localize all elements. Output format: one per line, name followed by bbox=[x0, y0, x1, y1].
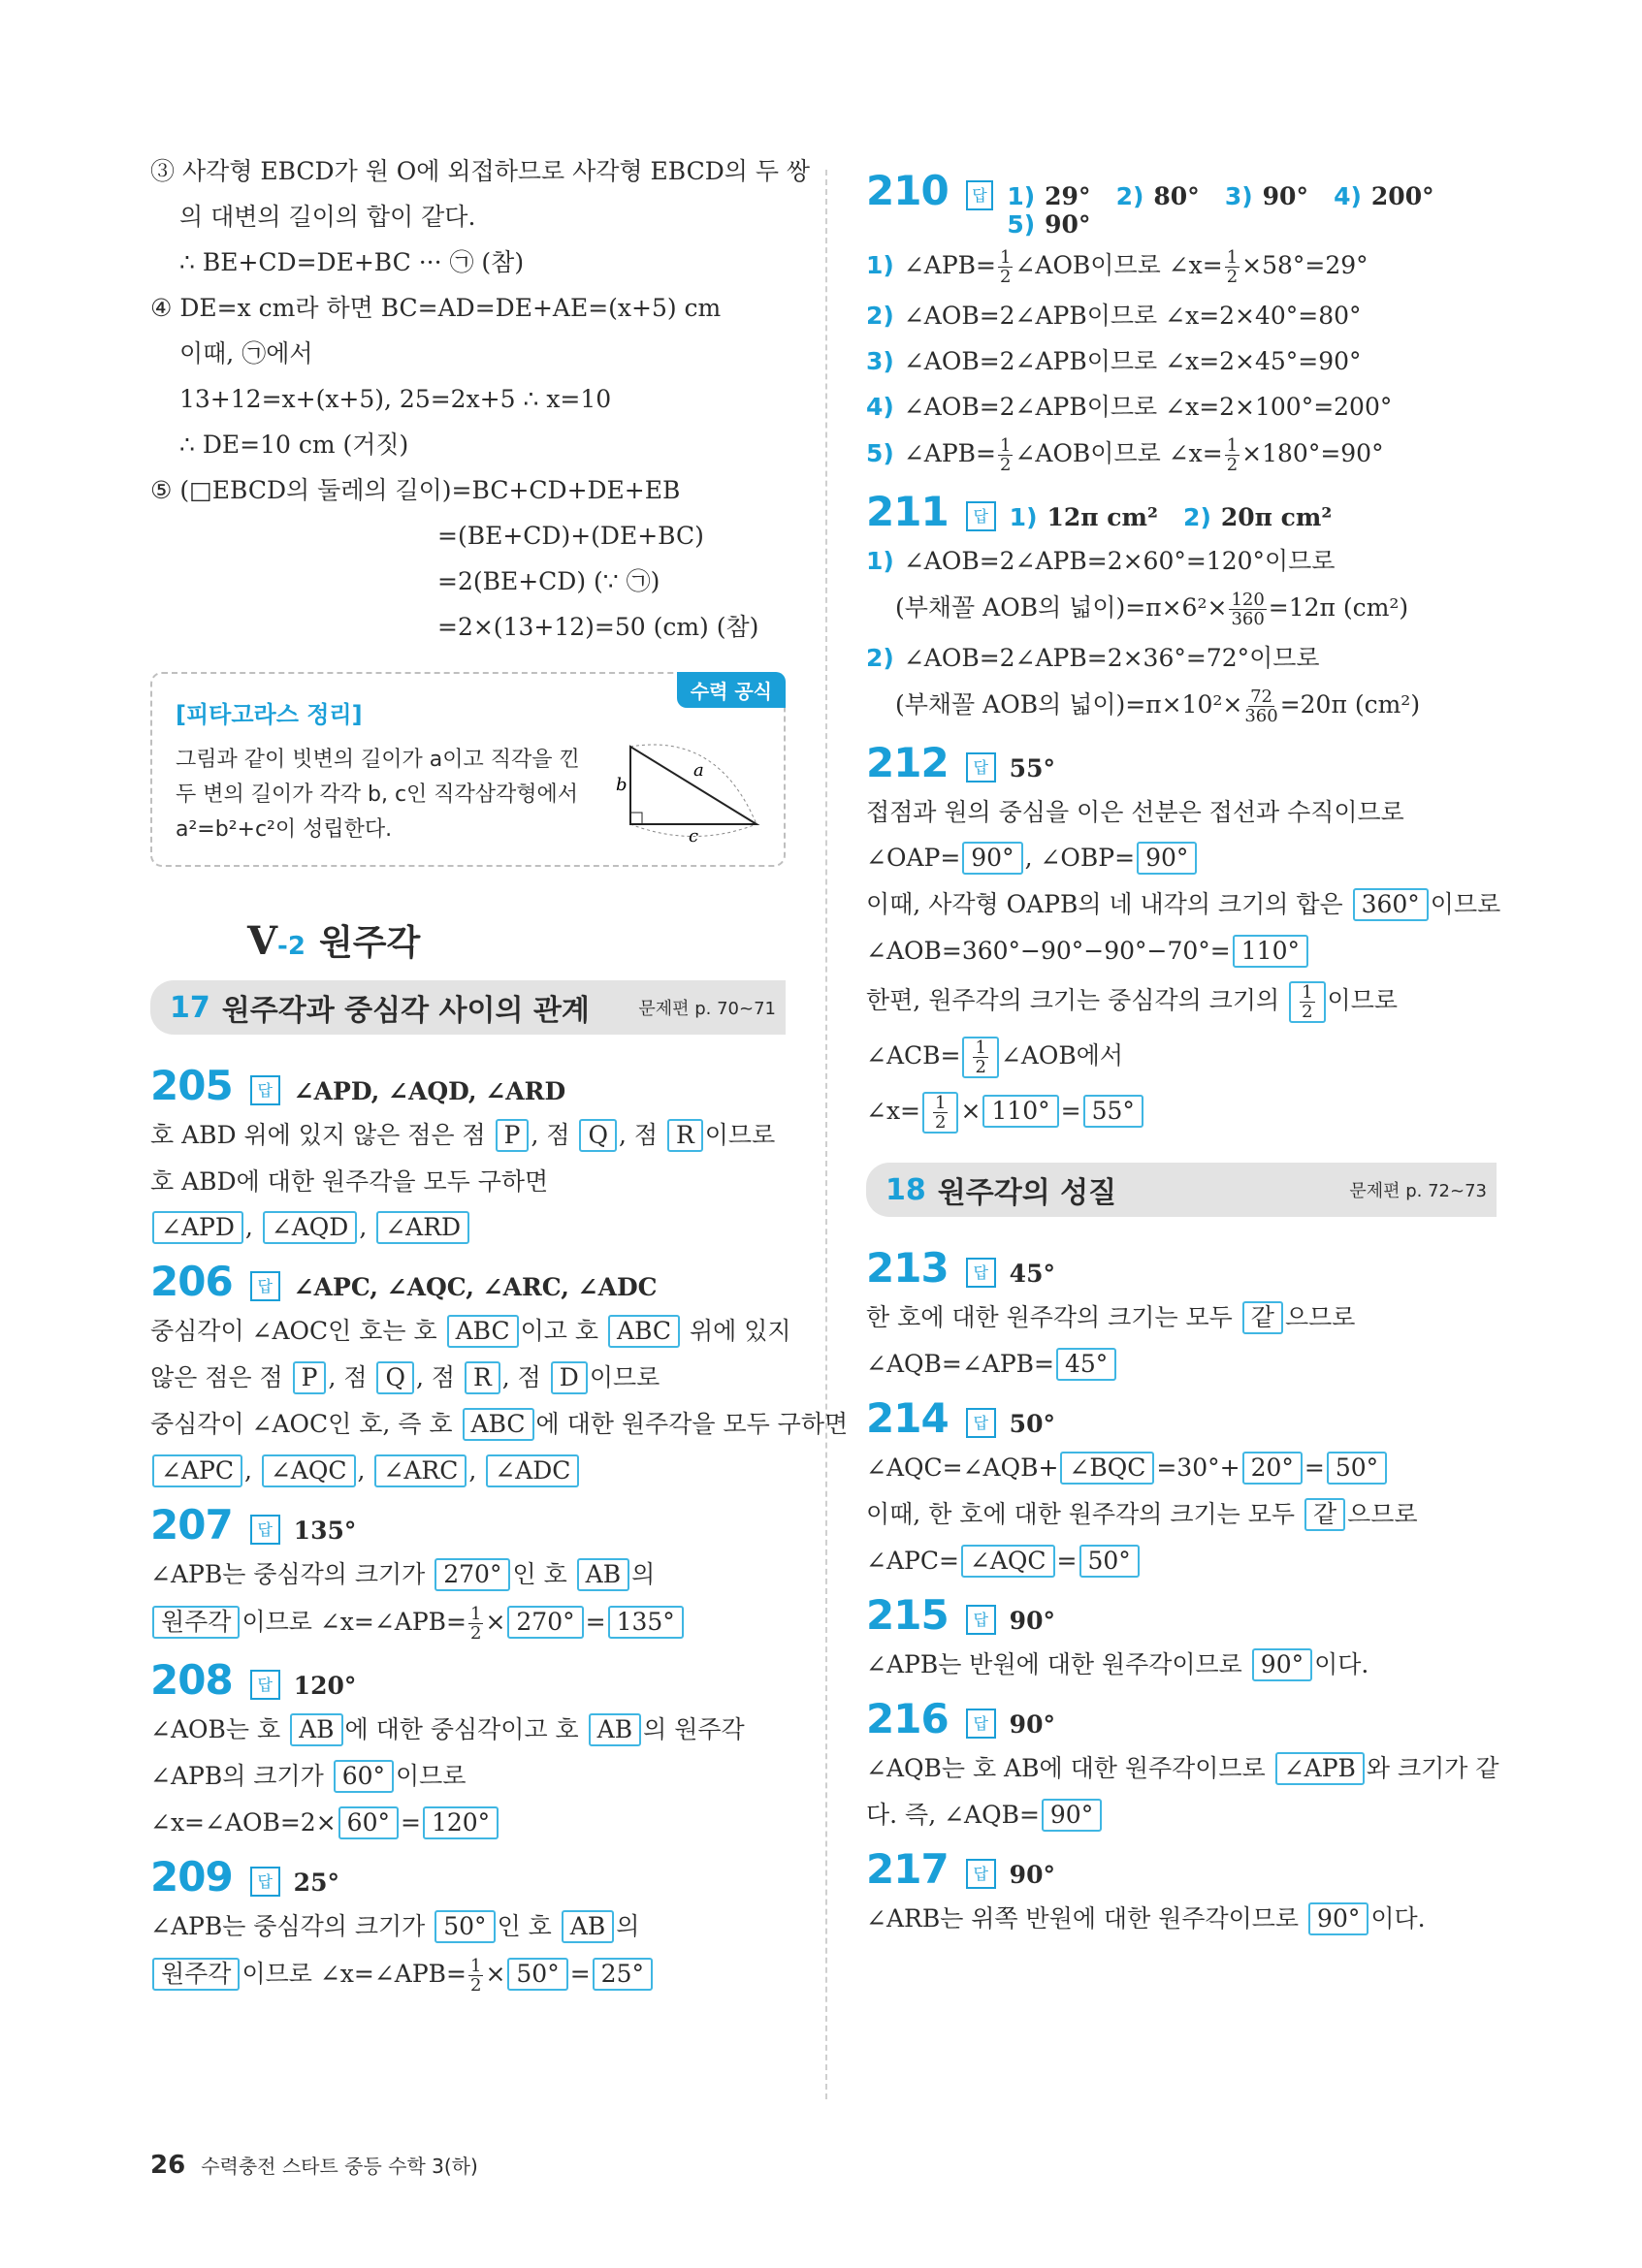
solution-line: 호 ABD 위에 있지 않은 점은 점 P , 점 Q , 점 R 이므로 bbox=[150, 1119, 786, 1152]
solution-line: 이때, 사각형 OAPB의 네 내각의 크기의 합은 360° 이므로 bbox=[866, 888, 1497, 921]
answer-tag: 답 bbox=[966, 1408, 996, 1438]
solution-line: ∠ARB는 위쪽 반원에 대한 원주각이므로 90° 이다. bbox=[866, 1902, 1497, 1935]
answer: 120° bbox=[293, 1672, 357, 1700]
left-column bbox=[150, 155, 849, 2008]
chapter-roman: V bbox=[247, 918, 278, 964]
formula-box bbox=[150, 672, 786, 867]
answer: 90° bbox=[1009, 1607, 1055, 1635]
text-line: =2(BE+CD) (∵ ㉠) bbox=[437, 567, 660, 595]
solution-line: 한 호에 대한 원주각의 크기는 모두 같 으므로 bbox=[866, 1301, 1497, 1334]
answer: 135° bbox=[293, 1517, 357, 1545]
solution-line: (부채꼴 AOB의 넓이)=π×10²× $\frac{72}{360}$ =20π (cm²) bbox=[895, 687, 1421, 726]
section-num: 17 bbox=[170, 990, 210, 1025]
solution-line: ∠AOB는 호 AB 에 대한 중심각이고 호 AB 의 원주각 bbox=[150, 1713, 786, 1746]
answer-tag: 답 bbox=[250, 1515, 280, 1545]
question-208 bbox=[150, 1656, 786, 1704]
text-line: 13+12=x+(x+5), 25=2x+5 ∴ x=10 bbox=[179, 385, 612, 413]
solution-line: 다. 즉, ∠AQB= 90° bbox=[866, 1799, 1497, 1832]
right-triangle-diagram bbox=[601, 737, 766, 844]
question-207 bbox=[150, 1501, 786, 1549]
question-212 bbox=[866, 739, 1497, 786]
text-line: 이때, ㉠에서 bbox=[179, 339, 313, 367]
section-title: 원주각의 성질 bbox=[937, 1176, 1117, 1210]
answer-tag: 답 bbox=[250, 1075, 280, 1105]
text-line: ⑤ (□EBCD의 둘레의 길이)=BC+CD+DE+EB bbox=[150, 476, 681, 504]
question-number: 210 bbox=[866, 167, 949, 214]
answer: 55° bbox=[1009, 754, 1055, 783]
solution-line: ∠APD , ∠AQD , ∠ARD bbox=[150, 1211, 786, 1244]
label-a: a bbox=[693, 760, 704, 781]
question-number: 207 bbox=[150, 1501, 233, 1549]
question-216 bbox=[866, 1695, 1497, 1742]
text-line: ∴ DE=10 cm (거짓) bbox=[179, 431, 409, 459]
question-209 bbox=[150, 1853, 786, 1901]
text-line: ③ 사각형 EBCD가 원 O에 외접하므로 사각형 EBCD의 두 쌍 bbox=[150, 157, 811, 185]
solution-line: ∠ACB= $\frac{1}{2}$ ∠AOB에서 bbox=[866, 1038, 1124, 1077]
solution-line: 중심각이 ∠AOC인 호, 즉 호 ABC 에 대한 원주각을 모두 구하면 bbox=[150, 1408, 786, 1441]
answer-tag: 답 bbox=[250, 1271, 280, 1301]
question-206 bbox=[150, 1258, 786, 1305]
solution-line: ∠APC , ∠AQC , ∠ARC , ∠ADC bbox=[150, 1454, 786, 1487]
solution-line: 2) ∠AOB=2∠APB이므로 ∠x=2×40°=80° bbox=[866, 302, 1362, 330]
column-divider bbox=[825, 170, 827, 2099]
solution-line: (부채꼴 AOB의 넓이)=π×6²× $\frac{120}{360}$ =12π (cm²) bbox=[895, 590, 1409, 629]
section-ref: 문제편 p. 70~71 bbox=[638, 999, 776, 1019]
section-18-header bbox=[866, 1163, 1497, 1217]
solution-line: 3) ∠AOB=2∠APB이므로 ∠x=2×45°=90° bbox=[866, 347, 1362, 375]
answer-tag: 답 bbox=[250, 1867, 280, 1897]
section-17-header bbox=[150, 980, 786, 1035]
answer: 1) 29° 2) 80° 3) 90° 4) 200° 5) 90° bbox=[1007, 182, 1434, 239]
question-215 bbox=[866, 1591, 1497, 1639]
question-number: 208 bbox=[150, 1656, 233, 1704]
question-214 bbox=[866, 1394, 1497, 1442]
solution-line: ∠AQB는 호 AB에 대한 원주각이므로 ∠APB 와 크기가 같 bbox=[866, 1752, 1497, 1785]
solution-line: 원주각 이므로 ∠x=∠APB= $\frac{1}{2}$ × 50° = 25° bbox=[150, 1957, 786, 1995]
question-number: 217 bbox=[866, 1845, 949, 1893]
solution-line: ∠AOB=360°−90°−90°−70°= 110° bbox=[866, 935, 1497, 968]
text-line: ∴ BE+CD=DE+BC ··· ㉠ (참) bbox=[179, 248, 525, 276]
answer: 50° bbox=[1009, 1410, 1055, 1438]
answer: 90° bbox=[1009, 1861, 1055, 1889]
question-217 bbox=[866, 1845, 1497, 1893]
formula-text: 그림과 같이 빗변의 길이가 a이고 직각을 낀 두 변의 길이가 각각 b, c인 직각삼각형에서 a²=b²+c²이 성립한다. bbox=[176, 748, 580, 842]
solution-line: 않은 점은 점 P , 점 Q , 점 R , 점 D 이므로 bbox=[150, 1361, 786, 1394]
text-line: ④ DE=x cm라 하면 BC=AD=DE+AE=(x+5) cm bbox=[150, 294, 722, 322]
question-211 bbox=[866, 488, 1497, 535]
solution-line: 4) ∠AOB=2∠APB이므로 ∠x=2×100°=200° bbox=[866, 393, 1393, 421]
formula-title: [피타고라스 정리] bbox=[176, 701, 363, 728]
answer-tag: 답 bbox=[250, 1670, 280, 1700]
chapter-num: -2 bbox=[277, 932, 306, 961]
question-number: 205 bbox=[150, 1062, 233, 1109]
solution-line: 원주각 이므로 ∠x=∠APB= $\frac{1}{2}$ × 270° = 135° bbox=[150, 1605, 786, 1643]
text-line: 의 대변의 길이의 합이 같다. bbox=[179, 203, 476, 231]
solution-line: 한편, 원주각의 크기는 중심각의 크기의 $\frac{1}{2}$ 이므로 bbox=[866, 982, 1398, 1022]
solution-line: ∠APC= ∠AQC = 50° bbox=[866, 1545, 1497, 1578]
question-number: 206 bbox=[150, 1258, 233, 1305]
answer: 25° bbox=[293, 1869, 339, 1897]
solution-line: ∠x=∠AOB=2× 60° = 120° bbox=[150, 1806, 786, 1839]
solution-line: 5) ∠APB= $\frac{1}{2}$ ∠AOB이므로 ∠x= $\frac{1}{2}$ ×180°=90° bbox=[866, 435, 1384, 475]
question-number: 211 bbox=[866, 488, 949, 535]
solution-line: ∠OAP= 90° , ∠OBP= 90° bbox=[866, 842, 1497, 875]
question-213 bbox=[866, 1244, 1497, 1292]
solution-line: ∠APB는 중심각의 크기가 50° 인 호 AB 의 bbox=[150, 1910, 786, 1943]
answer: ∠APC, ∠AQC, ∠ARC, ∠ADC bbox=[293, 1273, 658, 1301]
question-number: 214 bbox=[866, 1394, 949, 1442]
question-205 bbox=[150, 1062, 786, 1109]
solution-line: 접점과 원의 중심을 이은 선분은 접선과 수직이므로 bbox=[866, 798, 1404, 826]
answer-tag: 답 bbox=[966, 1859, 996, 1889]
question-number: 209 bbox=[150, 1853, 233, 1901]
answer: 45° bbox=[1009, 1260, 1055, 1288]
question-number: 216 bbox=[866, 1695, 949, 1742]
section-ref: 문제편 p. 72~73 bbox=[1349, 1181, 1487, 1201]
page-number: 26 bbox=[150, 2151, 186, 2180]
right-column bbox=[866, 155, 1501, 1949]
answer: 90° bbox=[1009, 1710, 1055, 1739]
solution-line: ∠APB는 반원에 대한 원주각이므로 90° 이다. bbox=[866, 1648, 1497, 1681]
answer-tag: 답 bbox=[966, 1709, 996, 1739]
solution-line: 중심각이 ∠AOC인 호는 호 ABC 이고 호 ABC 위에 있지 bbox=[150, 1315, 786, 1348]
answer: ∠APD, ∠AQD, ∠ARD bbox=[293, 1077, 566, 1105]
question-number: 213 bbox=[866, 1244, 949, 1292]
solution-line: 이때, 한 호에 대한 원주각의 크기는 모두 같 으므로 bbox=[866, 1498, 1497, 1531]
section-num: 18 bbox=[885, 1172, 926, 1207]
solution-line: ∠APB의 크기가 60° 이므로 bbox=[150, 1760, 786, 1793]
section-title: 원주각과 중심각 사이의 관계 bbox=[221, 994, 590, 1028]
formula-badge: 수력 공식 bbox=[677, 672, 786, 708]
solution-line: 2) ∠AOB=2∠APB=2×36°=72°이므로 bbox=[866, 644, 1320, 672]
label-c: c bbox=[689, 826, 699, 844]
solution-line: 1) ∠APB= $\frac{1}{2}$ ∠AOB이므로 ∠x= $\frac{1}{2}$ ×58°=29° bbox=[866, 247, 1368, 287]
answer: 1) 12π cm² 2) 20π cm² bbox=[1009, 503, 1333, 531]
solution-line: ∠x= $\frac{1}{2}$ × 110° = 55° bbox=[866, 1092, 1497, 1134]
answer-tag: 답 bbox=[966, 180, 994, 210]
solution-line: ∠APB는 중심각의 크기가 270° 인 호 AB 의 bbox=[150, 1558, 786, 1591]
chapter-title bbox=[247, 915, 786, 965]
question-210 bbox=[866, 167, 1497, 239]
book-title: 수력충전 스타트 중등 수학 3(하) bbox=[201, 2155, 478, 2178]
answer-tag: 답 bbox=[966, 752, 996, 783]
answer-tag: 답 bbox=[966, 1605, 996, 1635]
solution-line: 호 ABD에 대한 원주각을 모두 구하면 bbox=[150, 1167, 549, 1196]
chapter-name: 원주각 bbox=[318, 923, 421, 963]
text-line: =(BE+CD)+(DE+BC) bbox=[437, 522, 704, 550]
solution-line: ∠AQB=∠APB= 45° bbox=[866, 1348, 1497, 1381]
question-number: 215 bbox=[866, 1591, 949, 1639]
question-number: 212 bbox=[866, 739, 949, 786]
answer-tag: 답 bbox=[966, 1258, 996, 1288]
answer-tag: 답 bbox=[966, 501, 996, 531]
label-b: b bbox=[616, 775, 628, 795]
solution-line: ∠AQC=∠AQB+ ∠BQC =30°+ 20° = 50° bbox=[866, 1452, 1497, 1485]
text-line: =2×(13+12)=50 (cm) (참) bbox=[437, 613, 759, 641]
solution-line: 1) ∠AOB=2∠APB=2×60°=120°이므로 bbox=[866, 547, 1336, 575]
page-footer bbox=[150, 2151, 478, 2180]
